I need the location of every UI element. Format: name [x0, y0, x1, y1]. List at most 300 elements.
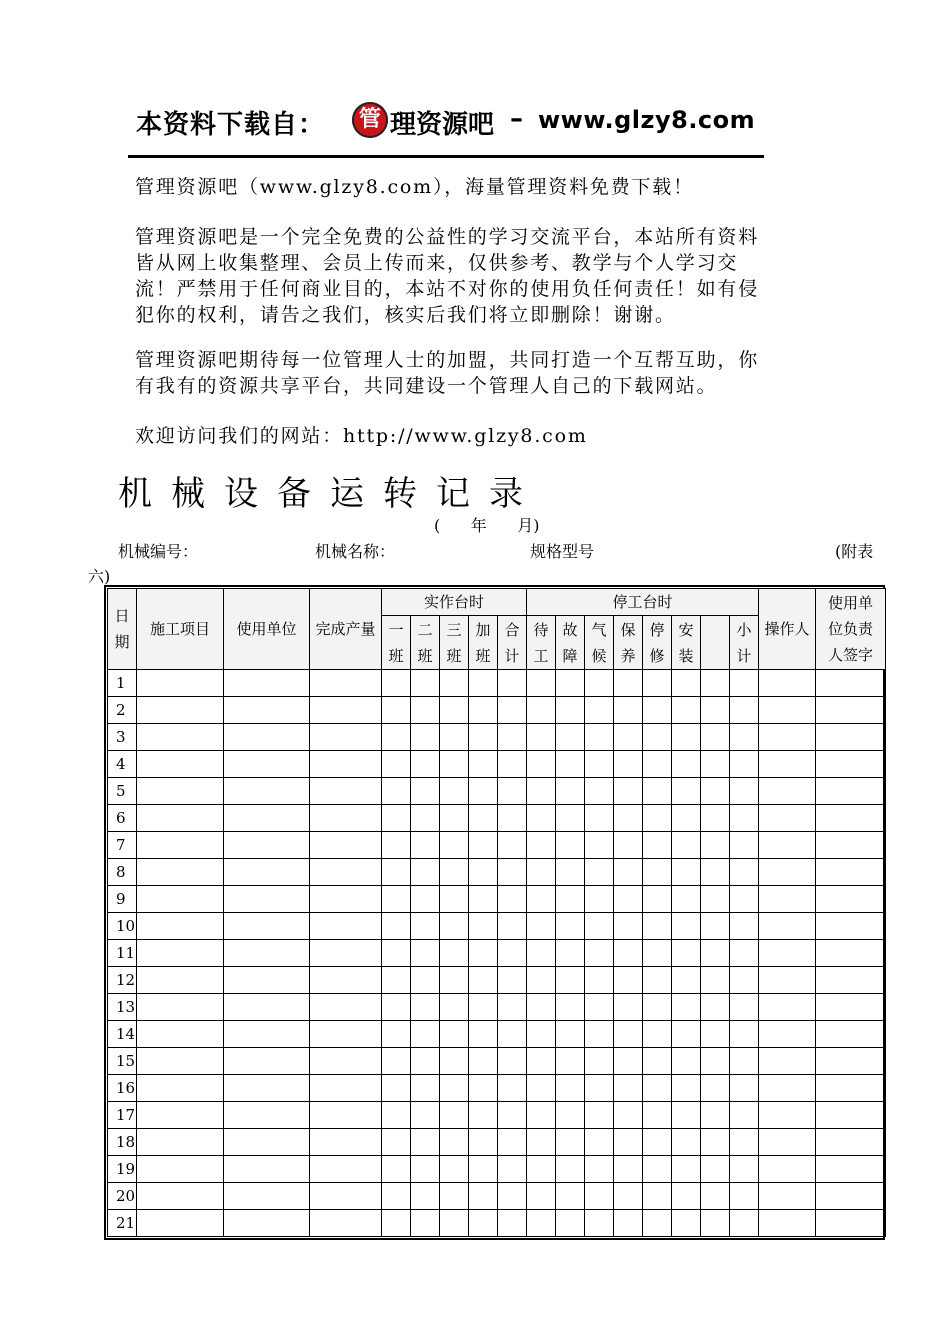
- cell-shift-2[interactable]: [411, 1156, 440, 1183]
- cell-output[interactable]: [310, 1048, 382, 1075]
- cell-repair[interactable]: [643, 1129, 672, 1156]
- cell-shift-1[interactable]: [382, 1102, 411, 1129]
- cell-shift-3[interactable]: [440, 1129, 469, 1156]
- cell-install[interactable]: [672, 994, 701, 1021]
- cell-overtime[interactable]: [469, 1048, 498, 1075]
- cell-overtime[interactable]: [469, 1129, 498, 1156]
- cell-shift-1[interactable]: [382, 940, 411, 967]
- cell-signer[interactable]: [816, 1210, 886, 1237]
- cell-install[interactable]: [672, 967, 701, 994]
- cell-shift-3[interactable]: [440, 1075, 469, 1102]
- cell-shift-1[interactable]: [382, 670, 411, 697]
- cell-install[interactable]: [672, 832, 701, 859]
- cell-signer[interactable]: [816, 670, 886, 697]
- cell-maintenance[interactable]: [614, 859, 643, 886]
- cell-subtotal[interactable]: [730, 697, 759, 724]
- cell-unit[interactable]: [224, 913, 310, 940]
- cell-operator[interactable]: [759, 1102, 816, 1129]
- cell-waiting[interactable]: [527, 913, 556, 940]
- cell-output[interactable]: [310, 778, 382, 805]
- cell-weather[interactable]: [585, 1075, 614, 1102]
- cell-shift-2[interactable]: [411, 832, 440, 859]
- cell-breakdown[interactable]: [556, 913, 585, 940]
- cell-unit[interactable]: [224, 751, 310, 778]
- cell-blank[interactable]: [701, 805, 730, 832]
- cell-maintenance[interactable]: [614, 1183, 643, 1210]
- cell-repair[interactable]: [643, 778, 672, 805]
- cell-operator[interactable]: [759, 940, 816, 967]
- cell-unit[interactable]: [224, 670, 310, 697]
- cell-project[interactable]: [137, 994, 224, 1021]
- cell-unit[interactable]: [224, 1075, 310, 1102]
- cell-shift-1[interactable]: [382, 778, 411, 805]
- cell-signer[interactable]: [816, 1129, 886, 1156]
- cell-weather[interactable]: [585, 1102, 614, 1129]
- cell-overtime[interactable]: [469, 1210, 498, 1237]
- cell-output[interactable]: [310, 1210, 382, 1237]
- cell-signer[interactable]: [816, 724, 886, 751]
- cell-signer[interactable]: [816, 886, 886, 913]
- cell-signer[interactable]: [816, 1021, 886, 1048]
- cell-operator[interactable]: [759, 886, 816, 913]
- cell-maintenance[interactable]: [614, 886, 643, 913]
- cell-shift-3[interactable]: [440, 724, 469, 751]
- intro-website-line[interactable]: 欢迎访问我们的网站：http://www.glzy8.com: [135, 425, 588, 447]
- cell-repair[interactable]: [643, 1210, 672, 1237]
- cell-repair[interactable]: [643, 913, 672, 940]
- cell-unit[interactable]: [224, 1129, 310, 1156]
- cell-maintenance[interactable]: [614, 913, 643, 940]
- cell-actual-total[interactable]: [498, 1048, 527, 1075]
- cell-subtotal[interactable]: [730, 967, 759, 994]
- cell-maintenance[interactable]: [614, 1048, 643, 1075]
- cell-subtotal[interactable]: [730, 751, 759, 778]
- cell-blank[interactable]: [701, 859, 730, 886]
- cell-signer[interactable]: [816, 805, 886, 832]
- cell-project[interactable]: [137, 1048, 224, 1075]
- cell-operator[interactable]: [759, 805, 816, 832]
- cell-waiting[interactable]: [527, 859, 556, 886]
- cell-install[interactable]: [672, 1129, 701, 1156]
- cell-shift-1[interactable]: [382, 913, 411, 940]
- cell-actual-total[interactable]: [498, 1210, 527, 1237]
- cell-subtotal[interactable]: [730, 913, 759, 940]
- cell-operator[interactable]: [759, 1129, 816, 1156]
- cell-blank[interactable]: [701, 886, 730, 913]
- cell-install[interactable]: [672, 1102, 701, 1129]
- cell-operator[interactable]: [759, 697, 816, 724]
- cell-maintenance[interactable]: [614, 1102, 643, 1129]
- cell-unit[interactable]: [224, 1183, 310, 1210]
- cell-install[interactable]: [672, 859, 701, 886]
- cell-shift-3[interactable]: [440, 859, 469, 886]
- cell-overtime[interactable]: [469, 778, 498, 805]
- cell-repair[interactable]: [643, 1183, 672, 1210]
- cell-shift-3[interactable]: [440, 994, 469, 1021]
- cell-blank[interactable]: [701, 1183, 730, 1210]
- cell-maintenance[interactable]: [614, 1210, 643, 1237]
- cell-blank[interactable]: [701, 724, 730, 751]
- cell-shift-3[interactable]: [440, 1102, 469, 1129]
- cell-shift-2[interactable]: [411, 697, 440, 724]
- cell-weather[interactable]: [585, 1156, 614, 1183]
- banner-url-link[interactable]: www.glzy8.com: [538, 106, 756, 134]
- cell-shift-3[interactable]: [440, 1048, 469, 1075]
- cell-shift-2[interactable]: [411, 1102, 440, 1129]
- cell-shift-2[interactable]: [411, 859, 440, 886]
- cell-signer[interactable]: [816, 1156, 886, 1183]
- cell-signer[interactable]: [816, 994, 886, 1021]
- cell-overtime[interactable]: [469, 724, 498, 751]
- cell-weather[interactable]: [585, 697, 614, 724]
- cell-weather[interactable]: [585, 913, 614, 940]
- cell-shift-2[interactable]: [411, 751, 440, 778]
- cell-breakdown[interactable]: [556, 886, 585, 913]
- cell-subtotal[interactable]: [730, 994, 759, 1021]
- cell-subtotal[interactable]: [730, 724, 759, 751]
- cell-unit[interactable]: [224, 967, 310, 994]
- cell-repair[interactable]: [643, 1021, 672, 1048]
- cell-overtime[interactable]: [469, 886, 498, 913]
- cell-operator[interactable]: [759, 1048, 816, 1075]
- cell-install[interactable]: [672, 1210, 701, 1237]
- cell-actual-total[interactable]: [498, 994, 527, 1021]
- cell-signer[interactable]: [816, 778, 886, 805]
- cell-unit[interactable]: [224, 1210, 310, 1237]
- cell-output[interactable]: [310, 697, 382, 724]
- cell-repair[interactable]: [643, 724, 672, 751]
- cell-breakdown[interactable]: [556, 1156, 585, 1183]
- cell-maintenance[interactable]: [614, 832, 643, 859]
- cell-output[interactable]: [310, 1129, 382, 1156]
- cell-repair[interactable]: [643, 751, 672, 778]
- cell-weather[interactable]: [585, 724, 614, 751]
- cell-weather[interactable]: [585, 670, 614, 697]
- cell-maintenance[interactable]: [614, 805, 643, 832]
- cell-shift-3[interactable]: [440, 697, 469, 724]
- cell-waiting[interactable]: [527, 778, 556, 805]
- cell-weather[interactable]: [585, 940, 614, 967]
- cell-actual-total[interactable]: [498, 886, 527, 913]
- cell-overtime[interactable]: [469, 1156, 498, 1183]
- cell-waiting[interactable]: [527, 994, 556, 1021]
- cell-breakdown[interactable]: [556, 994, 585, 1021]
- cell-shift-2[interactable]: [411, 805, 440, 832]
- cell-signer[interactable]: [816, 913, 886, 940]
- cell-project[interactable]: [137, 1102, 224, 1129]
- cell-repair[interactable]: [643, 1156, 672, 1183]
- cell-output[interactable]: [310, 1183, 382, 1210]
- cell-install[interactable]: [672, 1048, 701, 1075]
- cell-output[interactable]: [310, 805, 382, 832]
- cell-blank[interactable]: [701, 751, 730, 778]
- cell-subtotal[interactable]: [730, 1183, 759, 1210]
- cell-shift-2[interactable]: [411, 913, 440, 940]
- cell-repair[interactable]: [643, 1048, 672, 1075]
- cell-shift-1[interactable]: [382, 886, 411, 913]
- cell-weather[interactable]: [585, 859, 614, 886]
- cell-subtotal[interactable]: [730, 1021, 759, 1048]
- cell-actual-total[interactable]: [498, 1183, 527, 1210]
- cell-shift-2[interactable]: [411, 778, 440, 805]
- cell-weather[interactable]: [585, 1129, 614, 1156]
- cell-project[interactable]: [137, 886, 224, 913]
- cell-weather[interactable]: [585, 805, 614, 832]
- cell-blank[interactable]: [701, 670, 730, 697]
- cell-unit[interactable]: [224, 1048, 310, 1075]
- cell-waiting[interactable]: [527, 805, 556, 832]
- cell-shift-2[interactable]: [411, 1021, 440, 1048]
- cell-waiting[interactable]: [527, 832, 556, 859]
- cell-breakdown[interactable]: [556, 778, 585, 805]
- cell-actual-total[interactable]: [498, 697, 527, 724]
- cell-unit[interactable]: [224, 778, 310, 805]
- cell-subtotal[interactable]: [730, 805, 759, 832]
- cell-subtotal[interactable]: [730, 886, 759, 913]
- cell-shift-2[interactable]: [411, 1048, 440, 1075]
- cell-shift-3[interactable]: [440, 967, 469, 994]
- cell-waiting[interactable]: [527, 751, 556, 778]
- cell-operator[interactable]: [759, 751, 816, 778]
- cell-signer[interactable]: [816, 940, 886, 967]
- cell-install[interactable]: [672, 940, 701, 967]
- cell-signer[interactable]: [816, 859, 886, 886]
- cell-shift-3[interactable]: [440, 670, 469, 697]
- cell-shift-2[interactable]: [411, 724, 440, 751]
- cell-weather[interactable]: [585, 967, 614, 994]
- cell-breakdown[interactable]: [556, 697, 585, 724]
- cell-breakdown[interactable]: [556, 859, 585, 886]
- cell-output[interactable]: [310, 967, 382, 994]
- cell-project[interactable]: [137, 913, 224, 940]
- cell-waiting[interactable]: [527, 940, 556, 967]
- cell-shift-3[interactable]: [440, 1210, 469, 1237]
- cell-signer[interactable]: [816, 1183, 886, 1210]
- cell-install[interactable]: [672, 805, 701, 832]
- cell-shift-3[interactable]: [440, 1021, 469, 1048]
- cell-overtime[interactable]: [469, 994, 498, 1021]
- cell-breakdown[interactable]: [556, 1129, 585, 1156]
- cell-output[interactable]: [310, 832, 382, 859]
- cell-waiting[interactable]: [527, 1075, 556, 1102]
- cell-breakdown[interactable]: [556, 805, 585, 832]
- cell-install[interactable]: [672, 697, 701, 724]
- cell-subtotal[interactable]: [730, 1102, 759, 1129]
- cell-overtime[interactable]: [469, 859, 498, 886]
- cell-shift-3[interactable]: [440, 805, 469, 832]
- cell-output[interactable]: [310, 994, 382, 1021]
- cell-subtotal[interactable]: [730, 1129, 759, 1156]
- cell-maintenance[interactable]: [614, 751, 643, 778]
- cell-maintenance[interactable]: [614, 1156, 643, 1183]
- cell-weather[interactable]: [585, 778, 614, 805]
- cell-operator[interactable]: [759, 967, 816, 994]
- cell-shift-3[interactable]: [440, 913, 469, 940]
- cell-breakdown[interactable]: [556, 1210, 585, 1237]
- cell-operator[interactable]: [759, 1210, 816, 1237]
- cell-project[interactable]: [137, 859, 224, 886]
- cell-breakdown[interactable]: [556, 1021, 585, 1048]
- cell-project[interactable]: [137, 670, 224, 697]
- cell-overtime[interactable]: [469, 670, 498, 697]
- cell-shift-1[interactable]: [382, 1183, 411, 1210]
- cell-actual-total[interactable]: [498, 940, 527, 967]
- cell-breakdown[interactable]: [556, 1075, 585, 1102]
- cell-subtotal[interactable]: [730, 1210, 759, 1237]
- cell-maintenance[interactable]: [614, 1075, 643, 1102]
- cell-overtime[interactable]: [469, 805, 498, 832]
- cell-shift-1[interactable]: [382, 859, 411, 886]
- cell-unit[interactable]: [224, 832, 310, 859]
- cell-output[interactable]: [310, 724, 382, 751]
- cell-project[interactable]: [137, 1129, 224, 1156]
- cell-waiting[interactable]: [527, 670, 556, 697]
- cell-operator[interactable]: [759, 913, 816, 940]
- cell-maintenance[interactable]: [614, 670, 643, 697]
- cell-blank[interactable]: [701, 940, 730, 967]
- cell-blank[interactable]: [701, 697, 730, 724]
- cell-waiting[interactable]: [527, 967, 556, 994]
- cell-blank[interactable]: [701, 1156, 730, 1183]
- cell-breakdown[interactable]: [556, 1183, 585, 1210]
- cell-waiting[interactable]: [527, 1210, 556, 1237]
- cell-repair[interactable]: [643, 967, 672, 994]
- cell-repair[interactable]: [643, 940, 672, 967]
- cell-install[interactable]: [672, 670, 701, 697]
- cell-install[interactable]: [672, 778, 701, 805]
- cell-output[interactable]: [310, 886, 382, 913]
- cell-actual-total[interactable]: [498, 967, 527, 994]
- cell-output[interactable]: [310, 859, 382, 886]
- cell-overtime[interactable]: [469, 1075, 498, 1102]
- cell-breakdown[interactable]: [556, 967, 585, 994]
- cell-output[interactable]: [310, 940, 382, 967]
- cell-shift-2[interactable]: [411, 940, 440, 967]
- cell-signer[interactable]: [816, 1102, 886, 1129]
- cell-waiting[interactable]: [527, 1048, 556, 1075]
- cell-unit[interactable]: [224, 994, 310, 1021]
- cell-repair[interactable]: [643, 994, 672, 1021]
- cell-maintenance[interactable]: [614, 967, 643, 994]
- cell-unit[interactable]: [224, 940, 310, 967]
- cell-actual-total[interactable]: [498, 724, 527, 751]
- cell-breakdown[interactable]: [556, 670, 585, 697]
- cell-actual-total[interactable]: [498, 1129, 527, 1156]
- cell-actual-total[interactable]: [498, 1102, 527, 1129]
- cell-install[interactable]: [672, 886, 701, 913]
- cell-project[interactable]: [137, 1183, 224, 1210]
- cell-unit[interactable]: [224, 1156, 310, 1183]
- cell-shift-3[interactable]: [440, 1183, 469, 1210]
- cell-shift-2[interactable]: [411, 967, 440, 994]
- cell-maintenance[interactable]: [614, 994, 643, 1021]
- cell-actual-total[interactable]: [498, 805, 527, 832]
- cell-unit[interactable]: [224, 859, 310, 886]
- cell-shift-1[interactable]: [382, 1075, 411, 1102]
- cell-project[interactable]: [137, 967, 224, 994]
- cell-shift-3[interactable]: [440, 940, 469, 967]
- cell-signer[interactable]: [816, 832, 886, 859]
- cell-signer[interactable]: [816, 1075, 886, 1102]
- cell-operator[interactable]: [759, 778, 816, 805]
- cell-shift-2[interactable]: [411, 1075, 440, 1102]
- cell-shift-2[interactable]: [411, 1129, 440, 1156]
- cell-shift-2[interactable]: [411, 994, 440, 1021]
- cell-actual-total[interactable]: [498, 670, 527, 697]
- cell-shift-3[interactable]: [440, 886, 469, 913]
- cell-output[interactable]: [310, 1021, 382, 1048]
- cell-subtotal[interactable]: [730, 859, 759, 886]
- cell-install[interactable]: [672, 1075, 701, 1102]
- cell-shift-1[interactable]: [382, 697, 411, 724]
- cell-output[interactable]: [310, 670, 382, 697]
- cell-subtotal[interactable]: [730, 1156, 759, 1183]
- cell-unit[interactable]: [224, 724, 310, 751]
- cell-shift-2[interactable]: [411, 1183, 440, 1210]
- cell-weather[interactable]: [585, 1183, 614, 1210]
- cell-waiting[interactable]: [527, 1129, 556, 1156]
- cell-actual-total[interactable]: [498, 832, 527, 859]
- cell-weather[interactable]: [585, 1210, 614, 1237]
- cell-repair[interactable]: [643, 1102, 672, 1129]
- cell-breakdown[interactable]: [556, 1102, 585, 1129]
- cell-waiting[interactable]: [527, 1021, 556, 1048]
- cell-shift-3[interactable]: [440, 778, 469, 805]
- cell-overtime[interactable]: [469, 1183, 498, 1210]
- cell-overtime[interactable]: [469, 1102, 498, 1129]
- cell-overtime[interactable]: [469, 751, 498, 778]
- cell-weather[interactable]: [585, 1048, 614, 1075]
- cell-blank[interactable]: [701, 967, 730, 994]
- cell-blank[interactable]: [701, 1210, 730, 1237]
- cell-blank[interactable]: [701, 994, 730, 1021]
- cell-output[interactable]: [310, 913, 382, 940]
- cell-project[interactable]: [137, 805, 224, 832]
- cell-actual-total[interactable]: [498, 913, 527, 940]
- cell-shift-1[interactable]: [382, 724, 411, 751]
- cell-shift-1[interactable]: [382, 994, 411, 1021]
- cell-signer[interactable]: [816, 697, 886, 724]
- cell-actual-total[interactable]: [498, 1021, 527, 1048]
- cell-unit[interactable]: [224, 1102, 310, 1129]
- cell-project[interactable]: [137, 697, 224, 724]
- cell-breakdown[interactable]: [556, 1048, 585, 1075]
- cell-shift-1[interactable]: [382, 1129, 411, 1156]
- cell-project[interactable]: [137, 1075, 224, 1102]
- cell-weather[interactable]: [585, 994, 614, 1021]
- cell-overtime[interactable]: [469, 967, 498, 994]
- cell-shift-3[interactable]: [440, 1156, 469, 1183]
- cell-project[interactable]: [137, 1021, 224, 1048]
- cell-install[interactable]: [672, 724, 701, 751]
- cell-blank[interactable]: [701, 1075, 730, 1102]
- cell-shift-2[interactable]: [411, 670, 440, 697]
- cell-subtotal[interactable]: [730, 670, 759, 697]
- cell-waiting[interactable]: [527, 697, 556, 724]
- cell-blank[interactable]: [701, 832, 730, 859]
- cell-shift-2[interactable]: [411, 1210, 440, 1237]
- cell-signer[interactable]: [816, 1048, 886, 1075]
- cell-operator[interactable]: [759, 1075, 816, 1102]
- cell-operator[interactable]: [759, 1021, 816, 1048]
- cell-actual-total[interactable]: [498, 1156, 527, 1183]
- cell-operator[interactable]: [759, 859, 816, 886]
- cell-weather[interactable]: [585, 832, 614, 859]
- cell-shift-3[interactable]: [440, 832, 469, 859]
- cell-shift-1[interactable]: [382, 805, 411, 832]
- cell-waiting[interactable]: [527, 1102, 556, 1129]
- cell-maintenance[interactable]: [614, 724, 643, 751]
